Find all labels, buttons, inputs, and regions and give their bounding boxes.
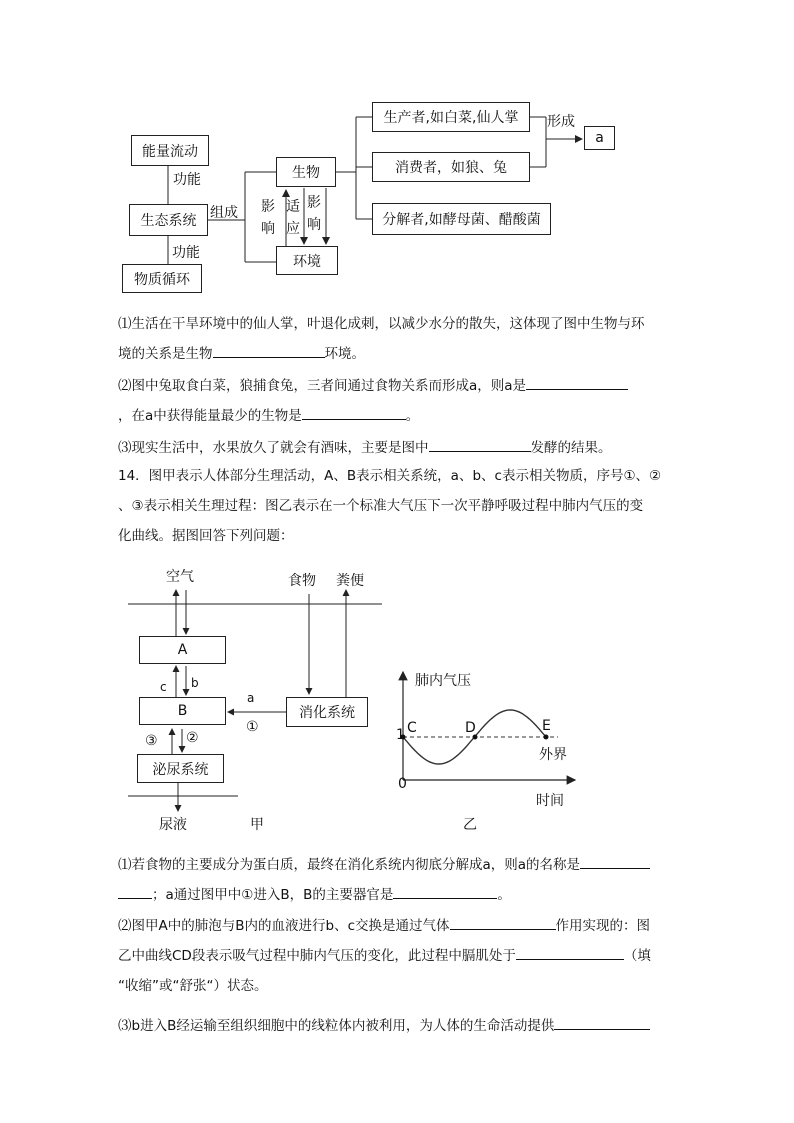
q14-part3-line1 <box>118 1015 650 1035</box>
q14-part2-text-d: （填 <box>623 948 651 964</box>
feces-label: 粪便 <box>336 573 364 589</box>
q14-part2-line1 <box>118 915 650 935</box>
chart-E-label: E <box>542 718 551 734</box>
chart-origin: 0 <box>398 776 407 792</box>
q14-blank-1b[interactable] <box>118 884 152 899</box>
chart-x-label: 时间 <box>536 793 564 809</box>
q13-part1-text-b: 环境。 <box>324 346 365 362</box>
figure-yi-label: 乙 <box>463 817 477 833</box>
q14-part1-line2 <box>118 884 511 904</box>
process-2-label: ② <box>186 730 199 746</box>
figure-jia-label: 甲 <box>250 817 264 833</box>
q14-blank-1a[interactable] <box>580 854 650 869</box>
process-1-label: ① <box>246 719 259 735</box>
function-label-bottom: 功能 <box>172 245 200 261</box>
air-label: 空气 <box>166 569 194 585</box>
adapt-label: 适应 <box>286 199 300 237</box>
q13-part3-text-b: 发酵的结果。 <box>530 440 612 456</box>
system-A-box: A <box>139 636 226 664</box>
material-cycle-box: 物质循环 <box>122 264 202 293</box>
q14-part2-line2 <box>118 945 651 965</box>
q13-part2-text-a: ⑵图中兔取食白菜，狼捕食兔，三者间通过食物关系而形成a，则a是 <box>118 378 527 394</box>
form-label: 形成 <box>547 114 575 130</box>
substance-a-label: a <box>247 691 255 705</box>
q14-blank-5[interactable] <box>554 1015 650 1030</box>
q14-blank-3[interactable] <box>450 915 556 930</box>
q14-stem-line1: 14．图甲表示人体部分生理活动，A、B表示相关系统，a、b、c表示相关物质，序号①、② <box>118 468 662 484</box>
ecosystem-box: 生态系统 <box>129 204 208 236</box>
food-label: 食物 <box>288 573 316 589</box>
producer-box: 生产者,如白菜,仙人掌 <box>372 102 530 132</box>
q14-blank-2[interactable] <box>393 884 497 899</box>
environment-box: 环境 <box>276 246 338 275</box>
q13-part2-text-b: ，在a中获得能量最少的生物是 <box>118 408 302 424</box>
substance-b-label: b <box>191 676 199 690</box>
energy-flow-box: 能量流动 <box>131 135 209 166</box>
organism-box: 生物 <box>276 157 336 187</box>
function-label-top: 功能 <box>173 172 201 188</box>
q14-part1-text-b: ；a通过图甲中①进入B，B的主要器官是 <box>152 887 394 903</box>
substance-c-label: c <box>160 680 167 694</box>
point-E <box>544 735 549 740</box>
q13-part2-text-c: 。 <box>405 408 420 424</box>
influence-label-right: 影响 <box>307 195 321 233</box>
q14-part1-text-a: ⑴若食物的主要成分为蛋白质，最终在消化系统内彻底分解成a，则a的名称是 <box>118 857 581 873</box>
urine-label: 尿液 <box>159 817 187 833</box>
chart-outside-label: 外界 <box>539 747 567 763</box>
food-web-a-box: a <box>584 126 615 150</box>
q13-part1-text-a: 境的关系是生物 <box>118 346 213 362</box>
q14-part2-text-a: ⑵图甲A中的肺泡与B内的血液进行b、c交换是通过气体 <box>118 918 450 934</box>
q14-part3-text-a: ⑶b进入B经运输至组织细胞中的线粒体内被利用，为人体的生命活动提供 <box>118 1018 555 1034</box>
chart-D-label: D <box>465 720 476 736</box>
consumer-box: 消费者，如狼、兔 <box>372 152 530 182</box>
q13-part3-text-a: ⑶现实生活中，水果放久了就会有酒味，主要是图中 <box>118 440 429 456</box>
q14-stem-line2: 、③表示相关生理过程：图乙表示在一个标准大气压下一次平静呼吸过程中肺内气压的变 <box>118 498 644 514</box>
q14-part2-text-c: 乙中曲线CD段表示吸气过程中肺内气压的变化，此过程中膈肌处于 <box>118 948 516 964</box>
q13-part1-line1: ⑴生活在干旱环境中的仙人掌，叶退化成刺，以减少水分的散失，这体现了图中生物与环 <box>118 316 645 332</box>
digestive-system-box: 消化系统 <box>286 697 368 727</box>
compose-label: 组成 <box>210 205 238 221</box>
decomposer-box: 分解者,如酵母菌、醋酸菌 <box>372 203 551 235</box>
q14-part2-line3: “收缩”或“舒张“）状态。 <box>118 978 268 994</box>
influence-label-left: 影响 <box>261 199 275 237</box>
chart-y-label: 肺内气压 <box>415 673 471 689</box>
q14-stem-line3: 化曲线。据图回答下列问题： <box>118 528 294 544</box>
chart-C-label: C <box>407 720 417 736</box>
system-B-box: B <box>139 697 226 725</box>
q14-blank-4[interactable] <box>516 945 624 960</box>
chart-one-tick: 1 <box>396 727 405 743</box>
urinary-system-box: 泌尿系统 <box>137 754 224 783</box>
q14-part1-text-c: 。 <box>497 887 511 903</box>
process-3-label: ③ <box>145 733 158 749</box>
q14-part2-text-b: 作用实现的：图 <box>555 918 650 934</box>
q14-part1-line1 <box>118 854 650 874</box>
